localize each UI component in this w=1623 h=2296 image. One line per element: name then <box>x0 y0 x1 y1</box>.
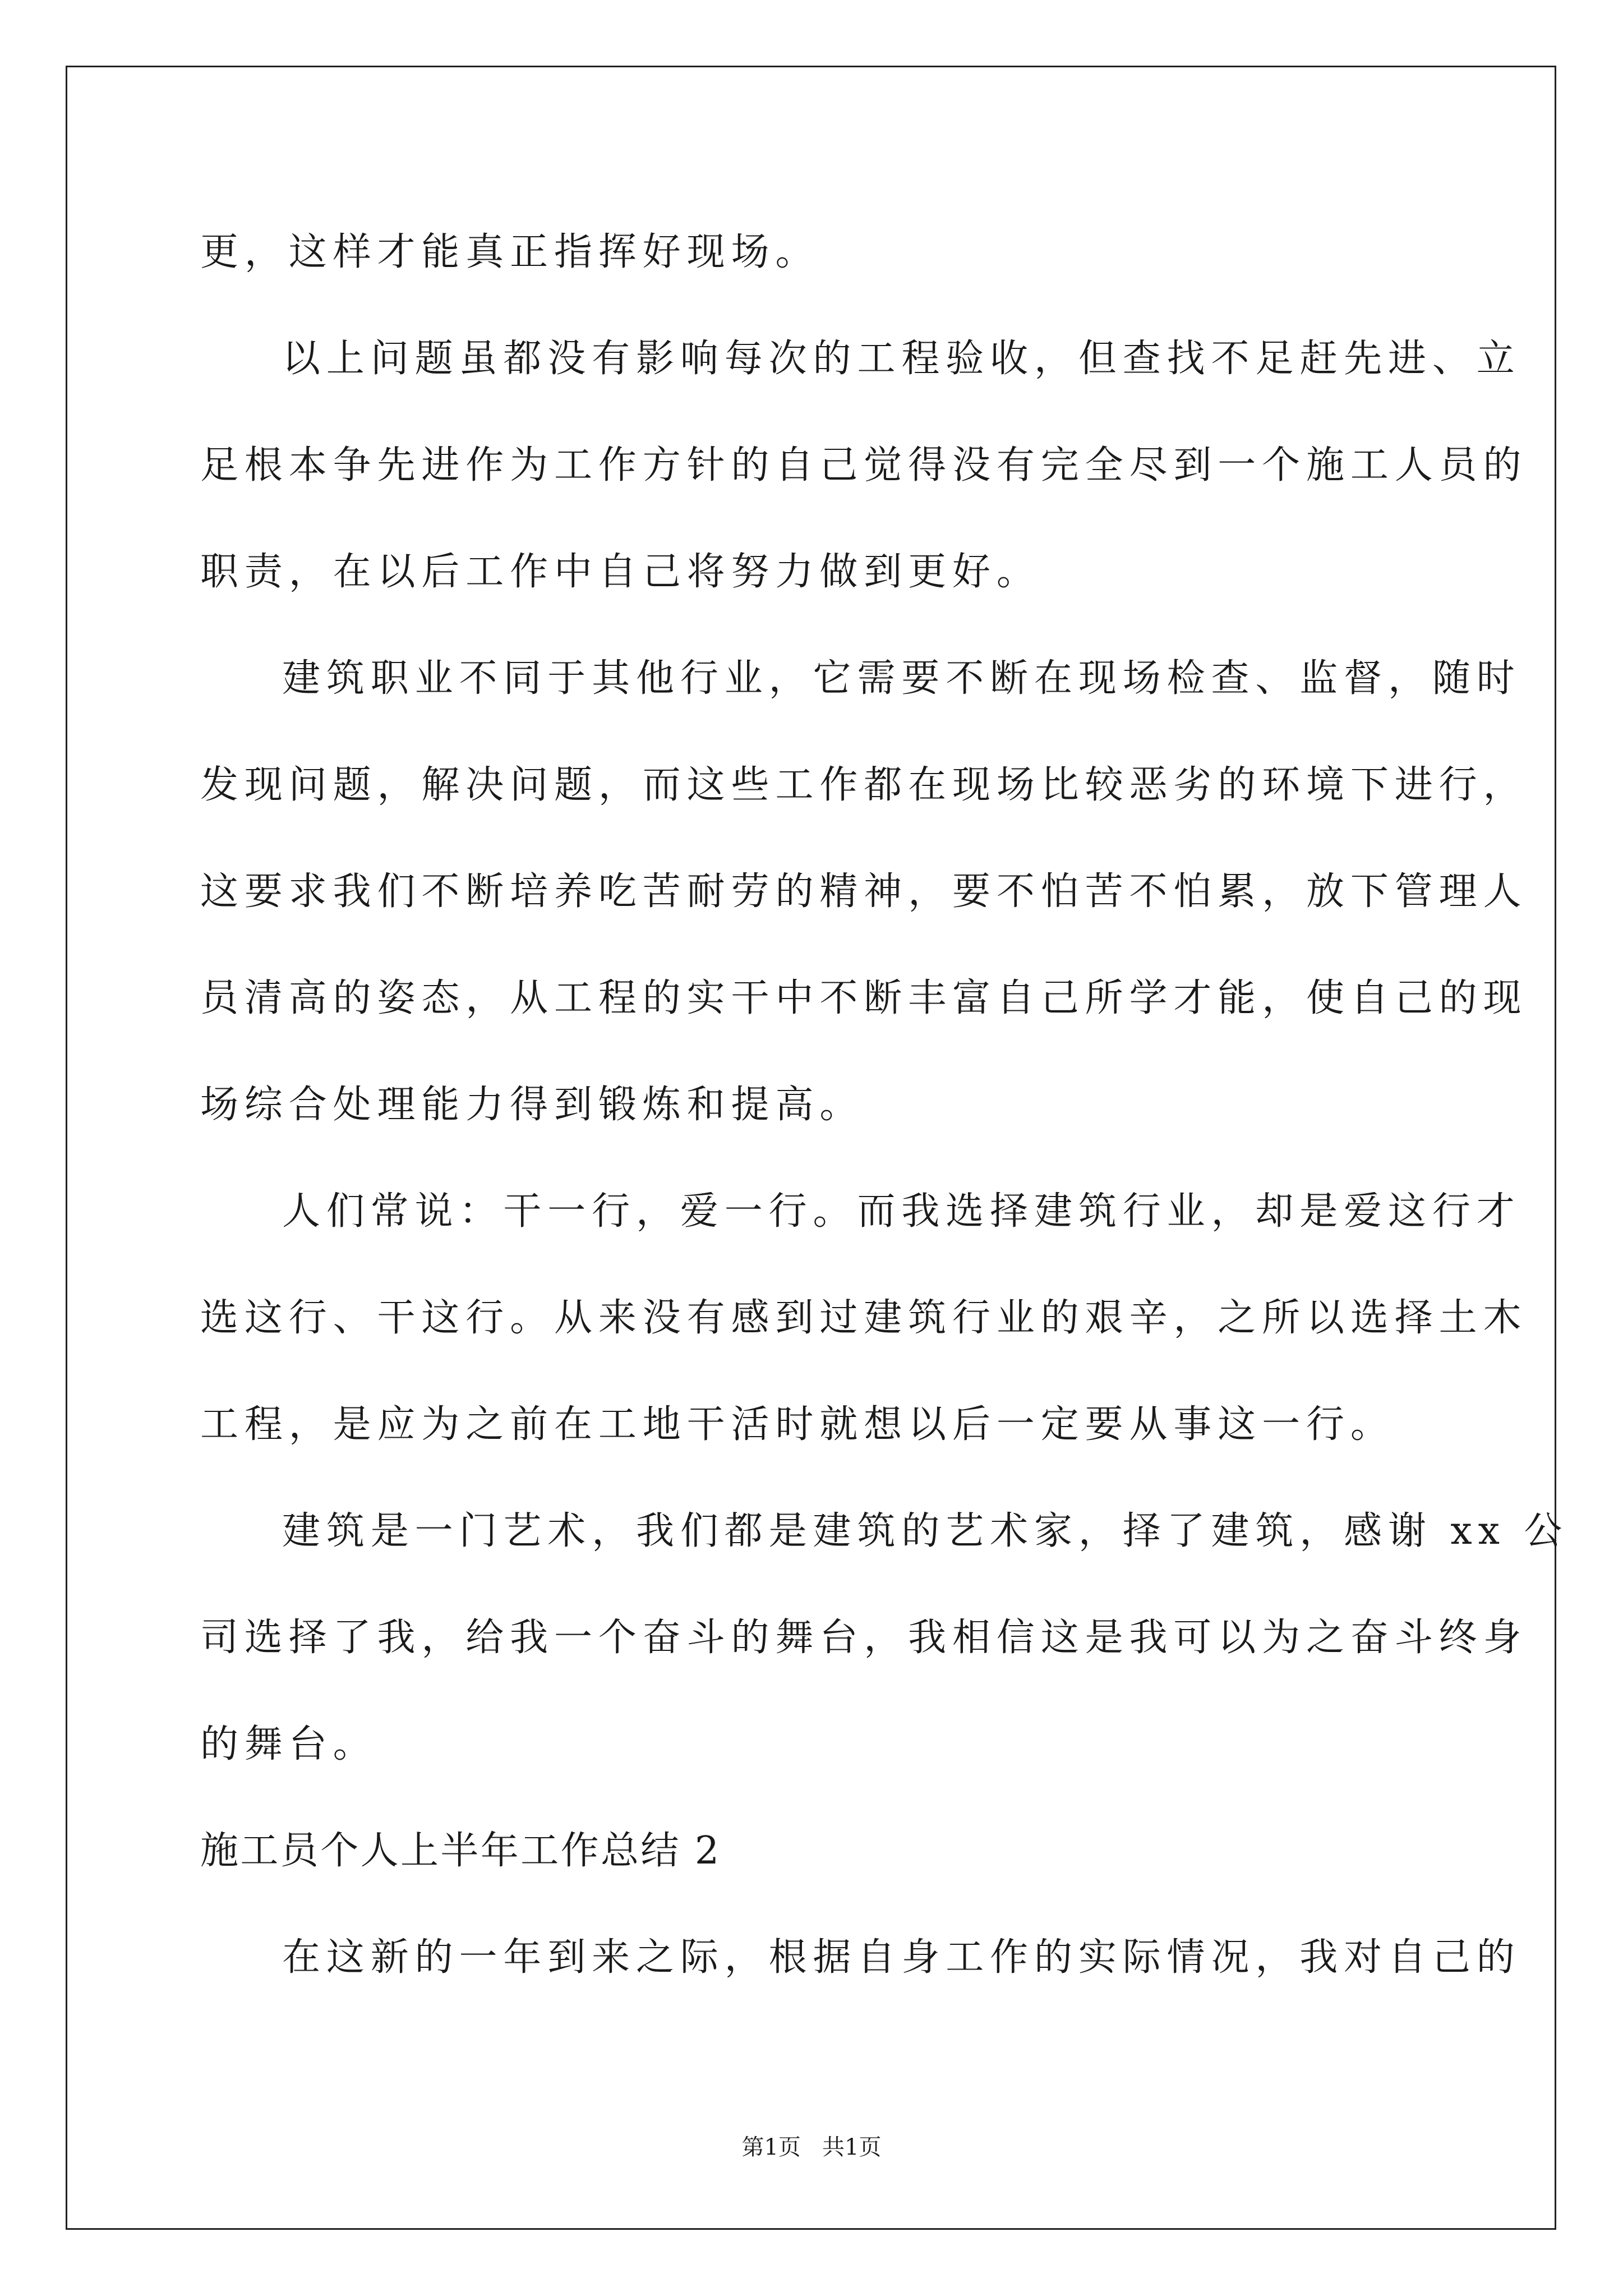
text-line: 建筑是一门艺术，我们都是建筑的艺术家，择了建筑，感谢 xx 公 <box>282 1509 1569 1553</box>
text-line: 场综合处理能力得到锻炼和提高。 <box>200 1083 864 1127</box>
text-line: 的舞台。 <box>200 1722 377 1766</box>
section-heading: 施工员个人上半年工作总结 2 <box>200 1829 721 1873</box>
text-line: 足根本争先进作为工作方针的自己觉得没有完全尽到一个施工人员的 <box>200 443 1528 487</box>
text-line: 司选择了我，给我一个奋斗的舞台，我相信这是我可以为之奋斗终身 <box>200 1616 1528 1660</box>
text-line: 发现问题，解决问题，而这些工作都在现场比较恶劣的环境下进行， <box>200 763 1528 807</box>
text-line: 这要求我们不断培养吃苦耐劳的精神，要不怕苦不怕累，放下管理人 <box>200 869 1528 914</box>
text-line: 在这新的一年到来之际，根据自身工作的实际情况，我对自己的 <box>282 1935 1521 1980</box>
text-line: 人们常说：干一行，爱一行。而我选择建筑行业，却是爱这行才 <box>282 1189 1521 1234</box>
text-line: 以上问题虽都没有影响每次的工程验收，但查找不足赶先进、立 <box>282 337 1521 381</box>
page-footer: 第1页 共1页 <box>741 2134 882 2160</box>
document-body <box>200 199 1569 2011</box>
text-line: 选这行、干这行。从来没有感到过建筑行业的艰辛，之所以选择土木 <box>200 1296 1528 1340</box>
text-line: 职责，在以后工作中自己将努力做到更好。 <box>200 550 1041 594</box>
text-line: 员清高的姿态，从工程的实干中不断丰富自己所学才能，使自己的现 <box>200 976 1528 1020</box>
text-line: 工程，是应为之前在工地干活时就想以后一定要从事这一行。 <box>200 1402 1395 1447</box>
text-line: 更，这样才能真正指挥好现场。 <box>200 230 820 274</box>
text-line: 建筑职业不同于其他行业，它需要不断在现场检查、监督，随时 <box>282 656 1521 701</box>
